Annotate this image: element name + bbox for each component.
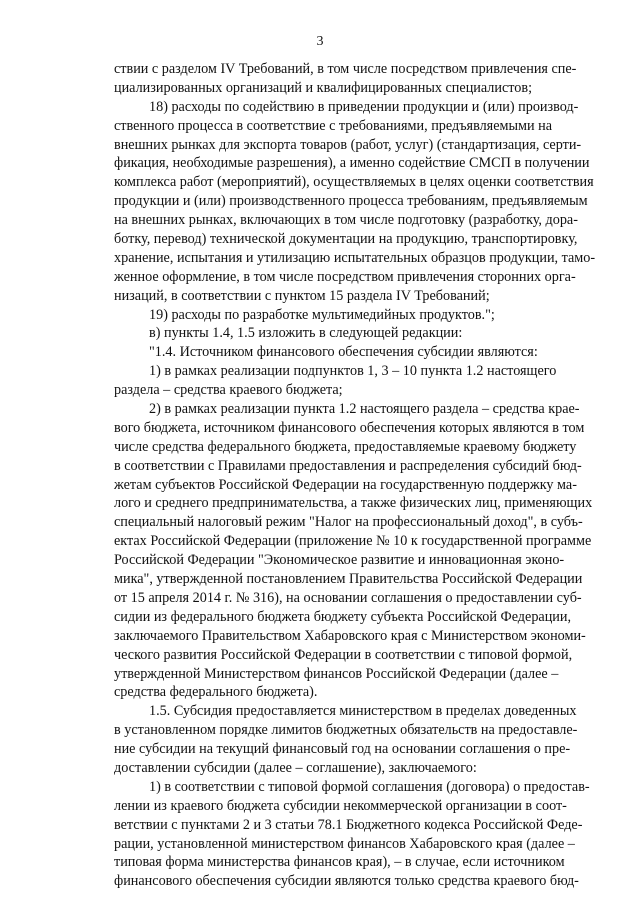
text-line: 19) расходы по разработке мультимедийных продуктов."; [149,306,495,323]
text-line: специальный налоговый режим "Налог на профессиональный доход", в субъ- [114,514,583,531]
text-line: рации, установленной министерством финансов Хабаровского края (далее – [114,835,575,852]
text-line: внешних рынках для экспорта товаров (работ, услуг) (стандартизация, серти- [114,136,582,153]
text-line: продукции и (или) производственного процесса требованиям, предъявляемым [114,193,588,210]
text-line: вого бюджета, источником финансового обеспечения которых являются в том [114,419,585,436]
text-line: 1) в соответствии с типовой формой соглашения (договора) о предостав- [149,778,590,795]
text-line: средства федерального бюджета). [114,684,318,701]
text-line: сидии из федерального бюджета бюджету субъекта Российской Федерации, [114,608,572,625]
text-line: 18) расходы по содействию в приведении продукции и (или) производ- [149,98,579,115]
text-line: фикация, необходимые разрешения), а именно содействие СМСП в получении [114,155,590,172]
text-line: 2) в рамках реализации пункта 1.2 настоящего раздела – средства крае- [149,401,580,418]
text-line: в) пункты 1.4, 1.5 изложить в следующей редакции: [149,325,463,342]
text-line: хранение, испытания и утилизацию испытательных образцов продукции, тамо- [114,249,596,266]
text-line: числе средства федерального бюджета, предоставляемые краевому бюджету [114,438,577,455]
text-line: ние субсидии на текущий финансовый год на основании соглашения о пре- [114,741,571,758]
text-line: ветствии с пунктами 2 и 3 статьи 78.1 Бюджетного кодекса Российской Феде- [114,816,583,833]
text-line: ектах Российской Федерации (приложение № 10 к государственной программе [114,533,592,550]
text-line: на внешних рынках, включающих в том числе подготовку (разработку, дора- [114,212,578,229]
text-line: доставлении субсидии (далее – соглашение), заключаемого: [114,759,477,776]
text-line: ственного процесса в соответствие с требованиями, предъявляемыми на [114,117,553,134]
text-line: в соответствии с Правилами предоставления и распределения субсидий бюд- [114,457,582,474]
text-line: комплекса работ (мероприятий), осуществляемых в целях оценки соответствия [114,174,594,191]
text-line: мика", утвержденной постановлением Правительства Российской Федерации [114,571,583,588]
text-line: 1) в рамках реализации подпунктов 1, 3 – 10 пункта 1.2 настоящего [149,363,557,380]
text-line: раздела – средства краевого бюджета; [114,382,343,399]
page-number: 3 [316,34,324,49]
text-line: типовая форма министерства финансов края), – в случае, если источником [114,854,565,871]
text-line: утвержденной Министерством финансов Российской Федерации (далее – [114,665,559,682]
text-line: "1.4. Источником финансового обеспечения субсидии являются: [149,344,538,361]
text-line: ботку, перевод) технической документации на продукцию, транспортировку, [114,231,578,248]
text-line: финансового обеспечения субсидии являются только средства краевого бюд- [114,873,579,890]
text-line: от 15 апреля 2014 г. № 316), на основании соглашения о предоставлении суб- [114,589,582,606]
text-line: в установленном порядке лимитов бюджетных обязательств на предоставле- [114,722,578,739]
text-line: 1.5. Субсидия предоставляется министерством в пределах доведенных [149,703,577,720]
text-line: заключаемого Правительством Хабаровского края с Министерством экономи- [114,627,586,644]
text-line: циализированных организаций и квалифицированных специалистов; [114,79,533,96]
text-line: ческого развития Российской Федерации в соответствии с типовой формой, [114,646,573,663]
text-line: женное оформление, в том числе посредством привлечения сторонних орга- [114,268,576,285]
text-line: лого и среднего предпринимательства, а также физических лиц, применяющих [114,495,593,512]
text-line: ствии с разделом IV Требований, в том числе посредством привлечения спе- [114,61,577,77]
document-body [114,60,596,891]
text-line: низаций, в соответствии с пунктом 15 раздела IV Требований; [114,287,490,304]
text-line: лении из краевого бюджета субсидии некоммерческой организации в соот- [114,797,567,814]
text-line: жетам субъектов Российской Федерации на государственную поддержку ма- [114,476,577,493]
text-line: Российской Федерации "Экономическое развитие и инновационная эконо- [114,552,565,569]
